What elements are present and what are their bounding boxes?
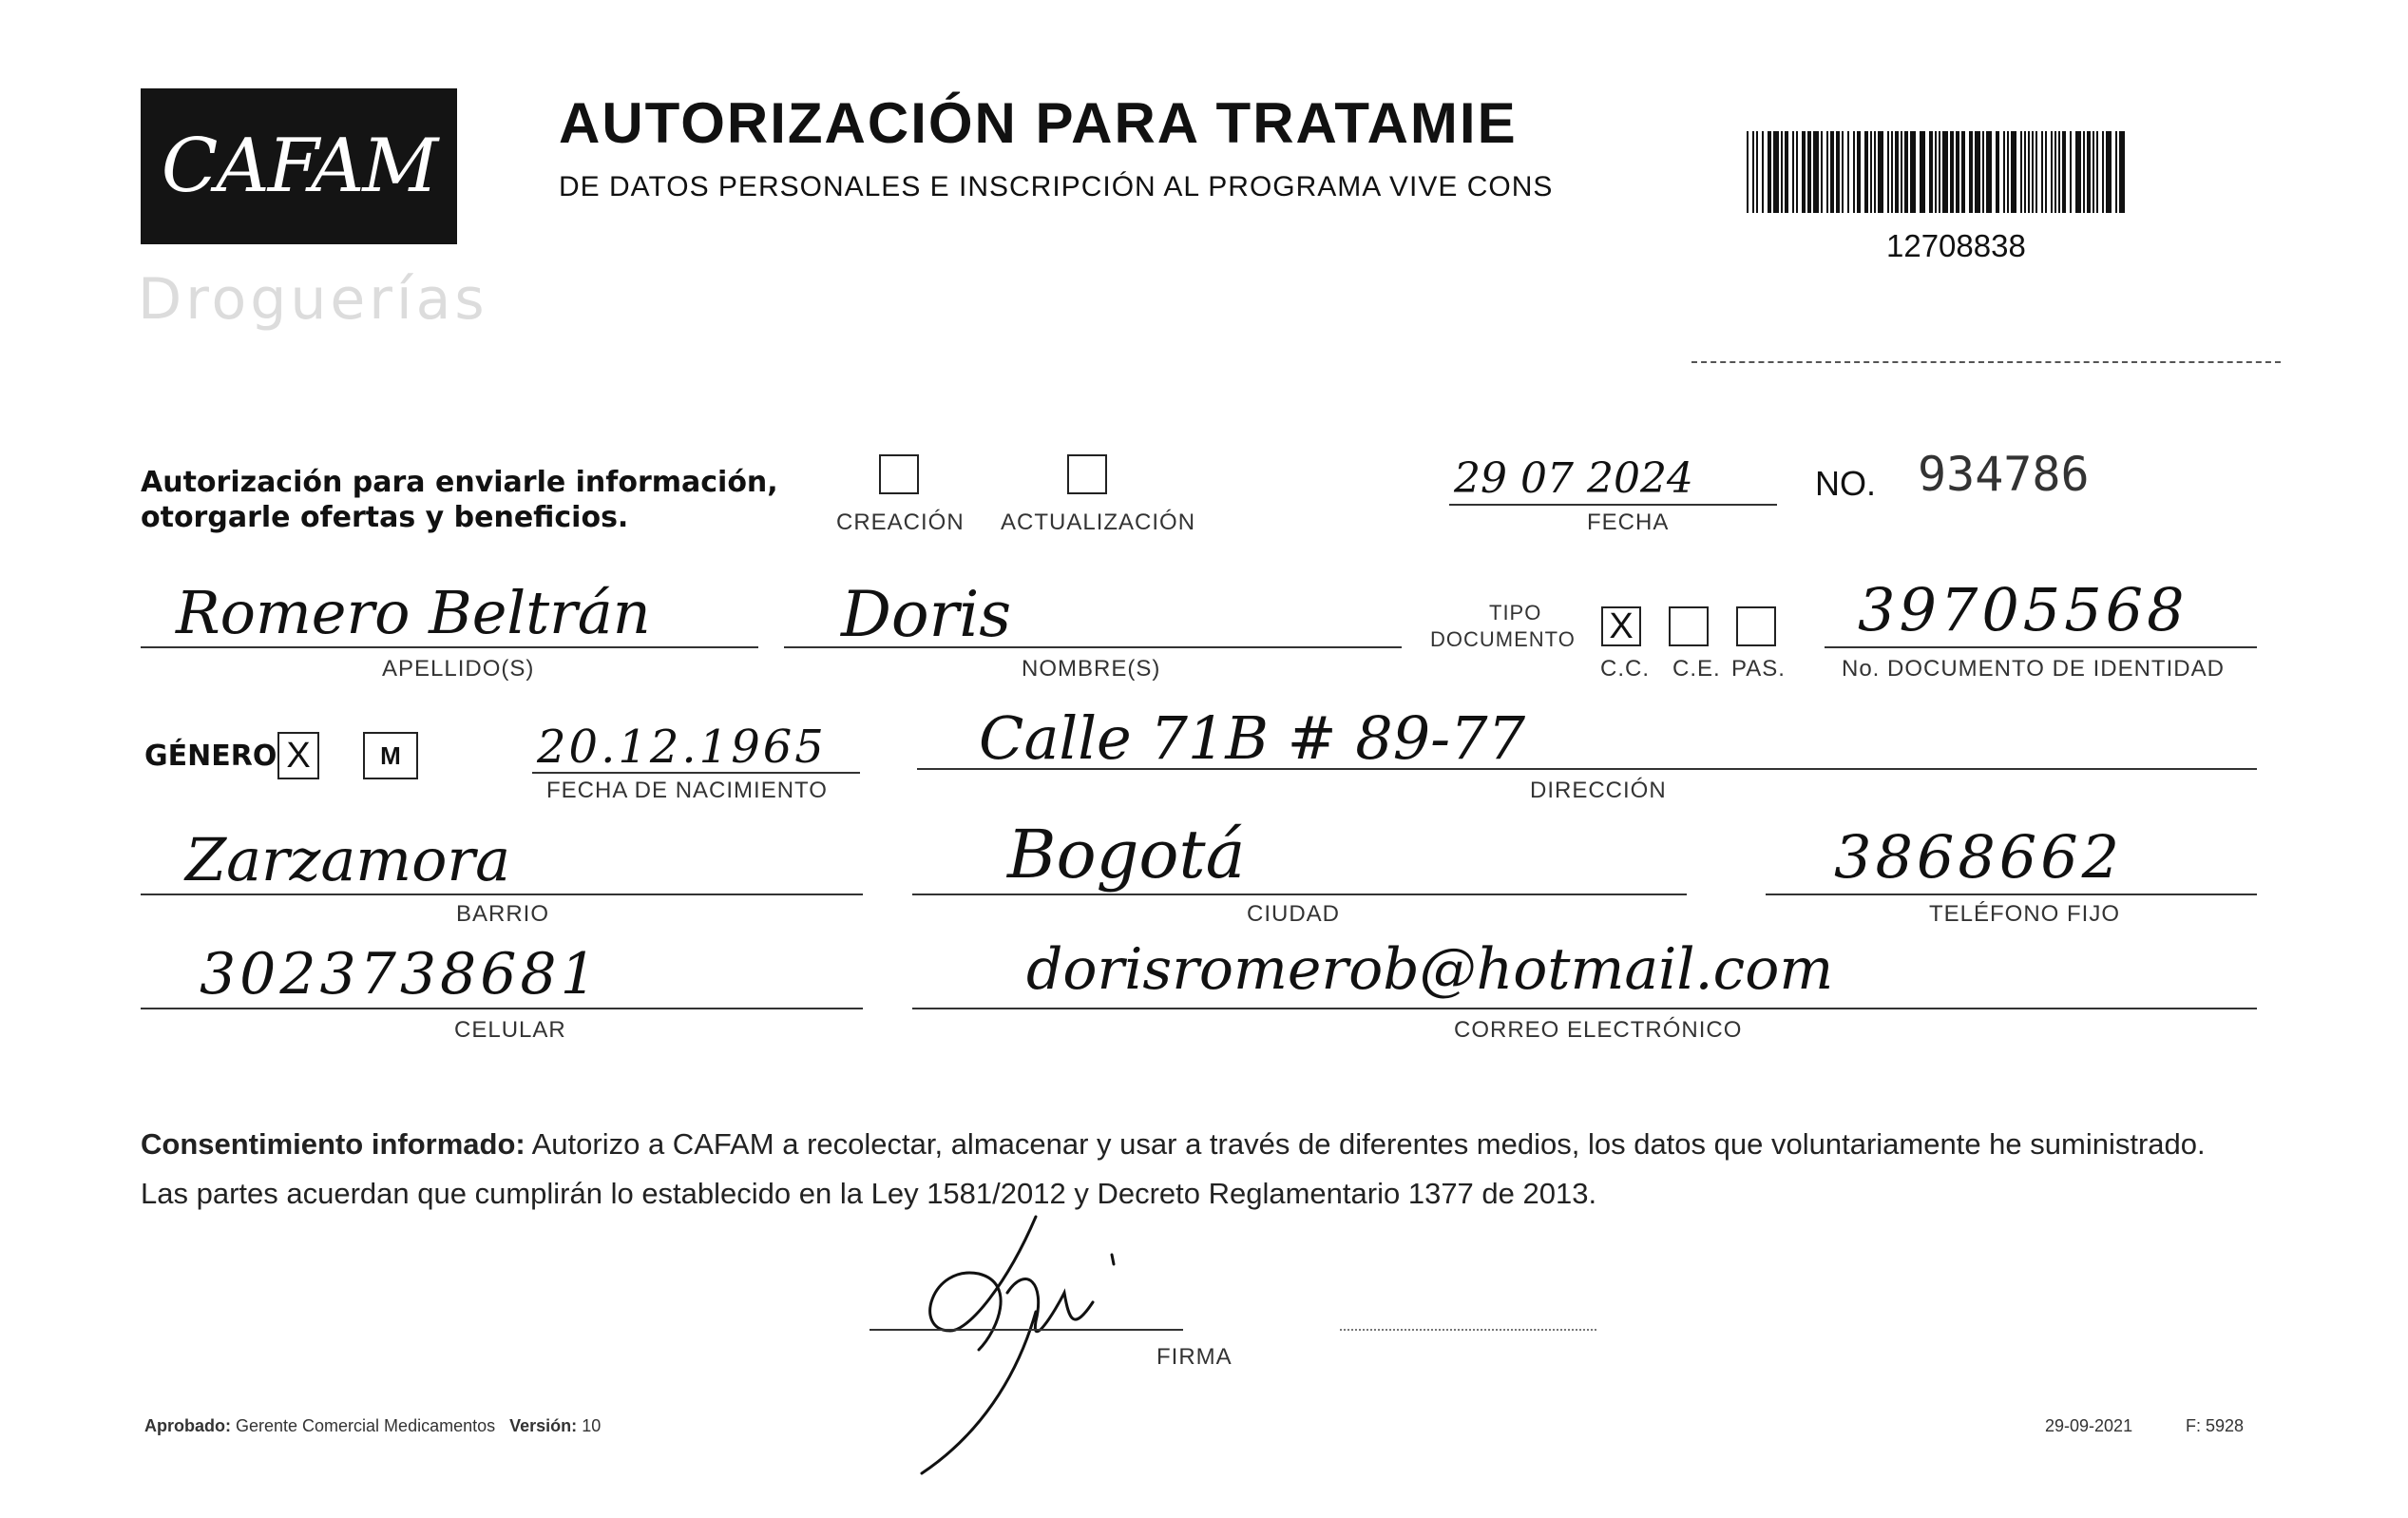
- no-label: NO.: [1815, 464, 1877, 503]
- genero-f-checkbox[interactable]: [277, 732, 319, 779]
- date-value[interactable]: 29 07 2024: [1454, 454, 1693, 503]
- cafam-logo: [141, 88, 457, 244]
- barcode-bar: [2075, 131, 2081, 213]
- creacion-checkbox[interactable]: [879, 454, 919, 494]
- barcode-bar: [2020, 131, 2022, 213]
- barcode-number: 12708838: [1886, 228, 2026, 263]
- barcode-bar: [2024, 131, 2026, 213]
- barcode-bar: [2054, 131, 2056, 213]
- barcode-bar: [1878, 131, 1883, 213]
- barcode-bar: [2007, 131, 2009, 213]
- genero-label: GÉNERO: [144, 740, 277, 773]
- barcode-bar: [2106, 131, 2112, 213]
- doc-label: No. DOCUMENTO DE IDENTIDAD: [1842, 656, 2225, 682]
- barcode-bar: [1939, 131, 1940, 213]
- tipo-label-1: TIPO: [1489, 601, 1542, 624]
- barcode-bar: [1956, 131, 1959, 213]
- ce-checkbox[interactable]: [1669, 606, 1709, 646]
- cc-checkbox[interactable]: [1601, 606, 1641, 646]
- barcode-bar: [1975, 131, 1980, 213]
- actualizacion-label: ACTUALIZACIÓN: [1001, 509, 1196, 535]
- cc-label: C.C.: [1600, 656, 1650, 682]
- pas-checkbox[interactable]: [1736, 606, 1776, 646]
- barcode-bar: [1857, 131, 1861, 213]
- date-line: [1449, 504, 1777, 506]
- barcode-bar: [1874, 131, 1876, 213]
- barcode-bar: [2032, 131, 2034, 213]
- barcode-bar: [1773, 131, 1779, 213]
- apellidos-value[interactable]: Romero Beltrán: [176, 578, 651, 647]
- barcode-bar: [2062, 131, 2066, 213]
- barcode-bar: [1821, 131, 1823, 213]
- barcode-bar: [2051, 131, 2053, 213]
- logo-text: CAFAM: [161, 124, 437, 209]
- celular-value[interactable]: 3023738681: [200, 941, 601, 1008]
- ciudad-value[interactable]: Bogotá: [1007, 816, 1246, 894]
- cut-line: [1691, 361, 2281, 363]
- direccion-label: DIRECCIÓN: [1530, 778, 1667, 803]
- date-label: FECHA: [1587, 509, 1670, 535]
- barcode-bar: [1935, 131, 1937, 213]
- telefono-line: [1766, 894, 2257, 895]
- barcode-bar: [2102, 131, 2104, 213]
- nombres-value[interactable]: Doris: [841, 578, 1012, 651]
- barcode-bar: [2096, 131, 2098, 213]
- barcode-bar: [1785, 131, 1788, 213]
- footer-date: 29-09-2021: [2045, 1416, 2133, 1435]
- pas-label: PAS.: [1731, 656, 1786, 682]
- apellidos-line: [141, 646, 758, 648]
- aprobado-label: Aprobado:: [144, 1416, 231, 1435]
- nombres-line: [784, 646, 1402, 648]
- tipo-label-2: DOCUMENTO: [1430, 627, 1576, 651]
- genero-f-mark: X: [286, 735, 311, 776]
- barcode-bar: [1950, 131, 1954, 213]
- doc-line: [1825, 646, 2257, 648]
- barcode-bar: [2011, 131, 2016, 213]
- barcode-bar: [1807, 131, 1811, 213]
- barcode-bar: [1802, 131, 1806, 213]
- barcode-bar: [1813, 131, 1819, 213]
- barcode-bar: [1826, 131, 1828, 213]
- nacimiento-label: FECHA DE NACIMIENTO: [546, 778, 828, 803]
- barcode-bar: [1762, 131, 1764, 213]
- version-label: Versión:: [509, 1416, 578, 1435]
- barcode-bar: [1986, 131, 1992, 213]
- nombres-label: NOMBRE(S): [1022, 656, 1161, 682]
- direccion-line: [917, 768, 2257, 770]
- signature-drawing: [893, 1207, 1178, 1483]
- telefono-label: TELÉFONO FIJO: [1929, 901, 2121, 927]
- barcode-bar: [1996, 131, 1999, 213]
- barcode-bar: [1887, 131, 1889, 213]
- telefono-value[interactable]: 3868662: [1834, 822, 2124, 892]
- apellidos-label: APELLIDO(S): [382, 656, 535, 682]
- actualizacion-checkbox[interactable]: [1067, 454, 1107, 494]
- barcode: [1747, 131, 2127, 213]
- barcode-bar: [1901, 131, 1902, 213]
- firma-line-right: [1340, 1329, 1596, 1331]
- barcode-bar: [1768, 131, 1771, 213]
- consent-bold-label: Consentimiento informado:: [141, 1127, 526, 1161]
- drogerias-label: Droguerías: [138, 266, 488, 333]
- correo-label: CORREO ELECTRÓNICO: [1454, 1017, 1743, 1043]
- ciudad-label: CIUDAD: [1247, 901, 1341, 927]
- creacion-label: CREACIÓN: [836, 509, 965, 535]
- barcode-bar: [1920, 131, 1925, 213]
- correo-line: [912, 1008, 2257, 1009]
- barcode-bar: [2041, 131, 2043, 213]
- barcode-bar: [2058, 131, 2060, 213]
- ce-label: C.E.: [1672, 656, 1721, 682]
- barcode-bar: [1942, 131, 1948, 213]
- direccion-value[interactable]: Calle 71B # 89-77: [979, 703, 1526, 773]
- barcode-bar: [1842, 131, 1844, 213]
- barcode-bar: [1756, 131, 1758, 213]
- firma-line-left: [870, 1329, 1183, 1331]
- footer-approval: [144, 1416, 601, 1436]
- celular-line: [141, 1008, 863, 1009]
- barcode-bar: [1904, 131, 1908, 213]
- barcode-bar: [1891, 131, 1893, 213]
- barcode-bar: [1969, 131, 1973, 213]
- barrio-label: BARRIO: [456, 901, 550, 927]
- consent-paragraph-1: [141, 1120, 2269, 1169]
- barcode-bar: [2028, 131, 2030, 213]
- barcode-bar: [2093, 131, 2094, 213]
- barcode-bar: [1830, 131, 1834, 213]
- barcode-bar: [2003, 131, 2005, 213]
- barcode-bar: [1796, 131, 1798, 213]
- form-subtitle: DE DATOS PERSONALES E INSCRIPCIÓN AL PROGRAMA VIVE CONS: [559, 171, 1554, 202]
- barcode-bar: [2083, 131, 2085, 213]
- version-value: 10: [582, 1416, 602, 1435]
- barcode-bar: [1895, 131, 1899, 213]
- barrio-value[interactable]: Zarzamora: [185, 825, 511, 894]
- nacimiento-value[interactable]: 20.12.1965: [537, 721, 827, 774]
- no-value: 934786: [1918, 447, 2090, 502]
- cc-mark: X: [1609, 605, 1634, 646]
- barcode-bar: [2115, 131, 2117, 213]
- nacimiento-line: [532, 772, 860, 774]
- form-title: AUTORIZACIÓN PARA TRATAMIE: [559, 91, 1518, 155]
- barcode-bar: [1836, 131, 1840, 213]
- barcode-bar: [2070, 131, 2072, 213]
- barcode-bar: [1982, 131, 1984, 213]
- barcode-bar: [1864, 131, 1868, 213]
- celular-label: CELULAR: [454, 1017, 566, 1043]
- firma-label: FIRMA: [1156, 1344, 1233, 1370]
- barcode-bar: [1847, 131, 1849, 213]
- consent-text-2: Las partes acuerdan que cumplirán lo establecido en la Ley 1581/2012 y Decreto Reglamentario 1377 de 2013.: [141, 1177, 1597, 1210]
- genero-m-checkbox[interactable]: [363, 732, 418, 779]
- barcode-bar: [2045, 131, 2047, 213]
- barcode-bar: [1752, 131, 1754, 213]
- barcode-bar: [2035, 131, 2037, 213]
- doc-value[interactable]: 39705568: [1858, 575, 2188, 644]
- correo-value[interactable]: dorisromerob@hotmail.com: [1026, 936, 1834, 1003]
- barcode-bar: [1961, 131, 1965, 213]
- aprobado-value: Gerente Comercial Medicamentos: [236, 1416, 496, 1435]
- barcode-bar: [2087, 131, 2091, 213]
- auth-label-line2: otorgarle ofertas y beneficios.: [141, 501, 629, 534]
- barcode-bar: [1747, 131, 1749, 213]
- ciudad-line: [912, 894, 1687, 895]
- auth-label-line1: Autorización para enviarle información,: [141, 466, 778, 499]
- genero-m-label: M: [380, 740, 401, 770]
- barcode-bar: [1929, 131, 1933, 213]
- barcode-bar: [1792, 131, 1794, 213]
- barcode-bar: [2119, 131, 2125, 213]
- footer-code: F: 5928: [2186, 1416, 2245, 1435]
- barcode-bar: [1853, 131, 1855, 213]
- barcode-bar: [1781, 131, 1783, 213]
- consent-text-1: Autorizo a CAFAM a recolectar, almacenar y usar a través de diferentes medios, los datos que voluntariamente he suministrado.: [525, 1127, 2206, 1161]
- barcode-bar: [1910, 131, 1916, 213]
- barcode-bar: [1870, 131, 1872, 213]
- barrio-line: [141, 894, 863, 895]
